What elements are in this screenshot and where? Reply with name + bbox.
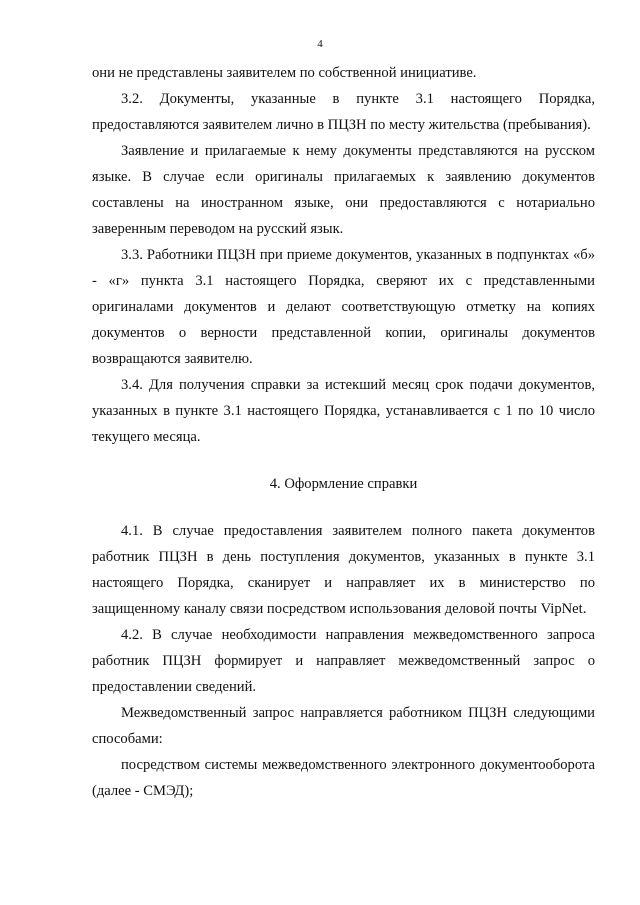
paragraph-language: Заявление и прилагаемые к нему документы представляются на русском языке. В случае если оригиналы прилагаемых к заявлению документов составлены на иностранном языке, они предоставляются с нотариально заверенным переводом на русский язык. [92, 143, 595, 237]
document-body [92, 60, 595, 804]
paragraph-3-4: 3.4. Для получения справки за истекший месяц срок подачи документов, указанных в пункте 3.1 настоящего Порядка, устанавливается с 1 по 10 число текущего месяца. [92, 377, 595, 445]
paragraph-4-2: 4.2. В случае необходимости направления межведомственного запроса работник ПЦЗН формирует и направляет межведомственный запрос о предоставлении сведений. [92, 627, 595, 695]
page-number: 4 [317, 38, 323, 50]
paragraph-3-3: 3.3. Работники ПЦЗН при приеме документов, указанных в подпунктах «б» - «г» пункта 3.1 настоящего Порядка, сверяют их с представленными оригиналами документов и делают соответствующую отметку на копиях документов о верности представленной копии, оригиналы документов возвращаются заявителю. [92, 247, 595, 367]
section-heading: 4. Оформление справки [269, 476, 418, 492]
paragraph-smed: посредством системы межведомственного электронного документооборота (далее - СМЭД); [92, 757, 595, 799]
paragraph-3-2: 3.2. Документы, указанные в пункте 3.1 настоящего Порядка, предоставляются заявителем лично в ПЦЗН по месту жительства (пребывания). [92, 91, 595, 133]
paragraph-continuation: они не представлены заявителем по собственной инициативе. [92, 65, 477, 81]
paragraph-4-1: 4.1. В случае предоставления заявителем полного пакета документов работник ПЦЗН в день поступления документов, указанных в пункте 3.1 настоящего Порядка, сканирует и направляет их в министерство по защищенному каналу связи посредством использования деловой почты VipNet. [92, 523, 595, 617]
paragraph-request-methods: Межведомственный запрос направляется работником ПЦЗН следующими способами: [92, 705, 595, 747]
